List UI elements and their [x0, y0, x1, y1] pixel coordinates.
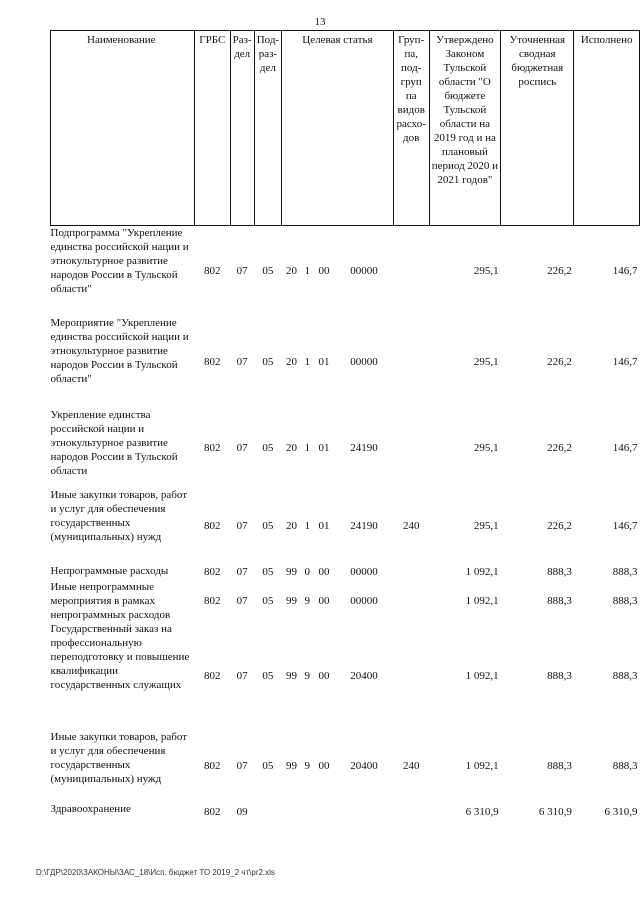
cell-grbs: 802 — [204, 805, 221, 818]
cell-podrazdel: 05 — [262, 264, 274, 277]
table-row — [51, 580, 640, 622]
cell-expense-type — [393, 316, 429, 408]
page-number: 13 — [314, 16, 326, 28]
table-body — [51, 226, 640, 822]
cell-target-direction: 24190 — [350, 441, 378, 454]
cell-podrazdel: 05 — [262, 355, 274, 368]
cell-refined: 226,2 — [547, 519, 572, 532]
cell-podrazdel: 05 — [262, 565, 274, 578]
cell-executed: 146,7 — [612, 441, 638, 454]
row-name: Государственный заказ на профессиональную переподготовку и повышение квалификации государственных служащих — [50, 622, 190, 691]
cell-razdel: 07 — [236, 565, 248, 578]
row-name: Укрепление единства российской нации и этнокультурное развитие народов России в Тульской области — [50, 408, 178, 477]
cell-target-program: 20 — [285, 441, 297, 454]
cell-approved: 1 092,1 — [465, 669, 499, 682]
cell-executed: 888,3 — [612, 759, 638, 772]
cell-target-event — [313, 802, 335, 822]
table-row — [51, 802, 640, 822]
cell-approved: 1 092,1 — [465, 759, 499, 772]
cell-approved: 295,1 — [473, 264, 499, 277]
cell-approved: 295,1 — [473, 441, 499, 454]
cell-target-direction: 20400 — [350, 759, 378, 772]
cell-target-program: 99 — [285, 594, 297, 607]
header-expense-type: Груп-па, под-груп па видов расхо-дов — [393, 31, 429, 226]
cell-target-subprogram: 1 — [304, 264, 310, 277]
cell-podrazdel — [254, 802, 281, 822]
cell-target-direction: 00000 — [350, 355, 378, 368]
table-row — [51, 408, 640, 488]
header-target-article: Целевая статья — [282, 31, 394, 226]
cell-target-program: 99 — [285, 759, 297, 772]
cell-refined: 888,3 — [547, 594, 572, 607]
cell-approved: 6 310,9 — [465, 805, 499, 818]
cell-refined: 226,2 — [547, 264, 572, 277]
cell-razdel: 07 — [236, 264, 248, 277]
cell-expense-type: 240 — [402, 519, 420, 532]
header-razdel: Раз-дел — [230, 31, 254, 226]
header-grbs: ГРБС — [194, 31, 230, 226]
cell-target-subprogram: 9 — [304, 594, 310, 607]
cell-razdel: 09 — [236, 805, 248, 818]
table-row — [51, 316, 640, 408]
cell-target-program: 20 — [285, 355, 297, 368]
cell-approved: 1 092,1 — [465, 565, 499, 578]
cell-target-subprogram: 1 — [304, 519, 310, 532]
cell-grbs: 802 — [204, 565, 221, 578]
cell-target-direction — [335, 802, 393, 822]
cell-target-subprogram: 1 — [304, 441, 310, 454]
row-name: Иные закупки товаров, работ и услуг для обеспечения государственных (муниципальных) нужд — [50, 488, 188, 543]
cell-grbs: 802 — [204, 441, 221, 454]
table-row — [51, 488, 640, 564]
cell-razdel: 07 — [236, 355, 248, 368]
cell-target-direction: 00000 — [350, 264, 378, 277]
row-name: Иные непрограммные мероприятия в рамках непрограммных расходов — [50, 580, 171, 621]
cell-razdel: 07 — [236, 669, 248, 682]
cell-podrazdel: 05 — [262, 759, 274, 772]
cell-target-subprogram: 1 — [304, 355, 310, 368]
cell-grbs: 802 — [204, 264, 221, 277]
cell-grbs: 802 — [204, 594, 221, 607]
cell-target-event: 01 — [318, 355, 330, 368]
cell-expense-type — [393, 408, 429, 488]
budget-table — [50, 30, 640, 822]
cell-target-direction: 00000 — [350, 594, 378, 607]
cell-target-direction: 24190 — [350, 519, 378, 532]
header-executed: Исполнено — [574, 31, 640, 226]
cell-grbs: 802 — [204, 759, 221, 772]
cell-expense-type — [393, 564, 429, 580]
cell-razdel: 07 — [236, 759, 248, 772]
cell-target-program: 99 — [285, 669, 297, 682]
table-row — [51, 564, 640, 580]
cell-target-subprogram: 9 — [304, 759, 310, 772]
cell-razdel: 07 — [236, 519, 248, 532]
cell-executed: 146,7 — [612, 355, 638, 368]
cell-target-event: 01 — [318, 441, 330, 454]
cell-target-direction: 00000 — [350, 565, 378, 578]
cell-refined: 226,2 — [547, 441, 572, 454]
cell-target-direction: 20400 — [350, 669, 378, 682]
cell-executed: 146,7 — [612, 519, 638, 532]
cell-refined: 888,3 — [547, 565, 572, 578]
row-name: Здравоохранение — [50, 802, 131, 815]
cell-podrazdel: 05 — [262, 519, 274, 532]
cell-executed: 888,3 — [612, 565, 638, 578]
cell-executed: 146,7 — [612, 264, 638, 277]
cell-refined: 226,2 — [547, 355, 572, 368]
cell-target-subprogram: 0 — [304, 565, 310, 578]
header-refined: Уточненная сводная бюджетная роспись — [501, 31, 574, 226]
cell-target-subprogram: 9 — [304, 669, 310, 682]
cell-expense-type — [393, 622, 429, 730]
cell-executed: 888,3 — [612, 594, 638, 607]
cell-razdel: 07 — [236, 594, 248, 607]
cell-target-event: 00 — [318, 669, 330, 682]
cell-razdel: 07 — [236, 441, 248, 454]
cell-expense-type: 240 — [402, 759, 420, 772]
cell-target-event: 00 — [318, 565, 330, 578]
cell-target-program: 99 — [285, 565, 297, 578]
header-name: Наименование — [51, 31, 195, 226]
cell-target-event: 00 — [318, 264, 330, 277]
cell-target-event: 00 — [318, 594, 330, 607]
table-row — [51, 622, 640, 730]
cell-grbs: 802 — [204, 355, 221, 368]
cell-podrazdel: 05 — [262, 441, 274, 454]
cell-executed: 6 310,9 — [604, 805, 638, 818]
cell-approved: 295,1 — [473, 519, 499, 532]
cell-podrazdel: 05 — [262, 594, 274, 607]
header-approved: Утверждено Законом Тульской области "О бюджете Тульской области на 2019 год и на плановый период 2020 и 2021 годов" — [429, 31, 500, 226]
cell-approved: 295,1 — [473, 355, 499, 368]
cell-refined: 888,3 — [547, 759, 572, 772]
row-name: Иные закупки товаров, работ и услуг для обеспечения государственных (муниципальных) нужд — [50, 730, 188, 785]
cell-expense-type — [393, 226, 429, 316]
cell-target-program — [282, 802, 302, 822]
cell-target-subprogram — [301, 802, 313, 822]
cell-podrazdel: 05 — [262, 669, 274, 682]
table-row — [51, 226, 640, 316]
cell-refined: 6 310,9 — [538, 805, 572, 818]
cell-executed: 888,3 — [612, 669, 638, 682]
footer-file-path: D:\ГДР\2020\ЗАКОНЫ\ЗАС_18\Исп. бюджет ТО 2019_2 чт\pr2.xls — [36, 868, 275, 877]
row-name: Мероприятие "Укрепление единства российской нации и этнокультурное развитие народов России в Тульской области" — [50, 316, 189, 385]
cell-approved: 1 092,1 — [465, 594, 499, 607]
cell-grbs: 802 — [204, 519, 221, 532]
cell-expense-type — [393, 580, 429, 622]
table-row — [51, 730, 640, 802]
cell-target-event: 01 — [318, 519, 330, 532]
row-name: Подпрограмма "Укрепление единства российской нации и этнокультурное развитие народов России в Тульской области" — [50, 227, 189, 295]
cell-grbs: 802 — [204, 669, 221, 682]
cell-target-program: 20 — [285, 519, 297, 532]
cell-target-event: 00 — [318, 759, 330, 772]
row-name: Непрограммные расходы — [50, 564, 169, 577]
cell-expense-type — [393, 802, 429, 822]
cell-refined: 888,3 — [547, 669, 572, 682]
header-podrazdel: Под-раз-дел — [254, 31, 281, 226]
cell-target-program: 20 — [285, 264, 297, 277]
